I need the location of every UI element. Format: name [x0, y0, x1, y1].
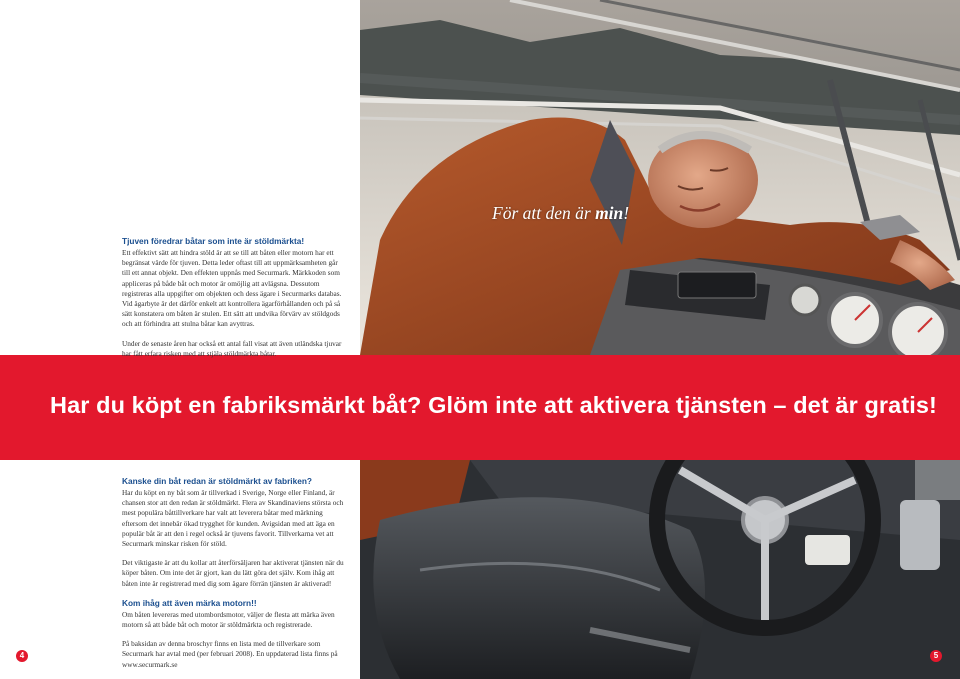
top-text-column: [122, 236, 347, 368]
factory-marked-heading: Kanske din båt redan är stöldmärkt av fabriken?: [122, 476, 312, 486]
page-number-right: 5: [930, 650, 942, 662]
photo-illustration-bottom: [360, 460, 960, 679]
engine-heading: Kom ihåg att även märka motorn!!: [122, 597, 257, 608]
banner-headline: Har du köpt en fabriksmärkt båt? Glöm inte att aktivera tjänsten – det är gratis!: [50, 392, 937, 418]
photo-man-on-boat: [360, 0, 960, 355]
bottom-paragraph: Om båten levereras med utombordsmotor, väljer de flesta att märka även motorn så att både båt och motor är stöldmärkta och registrerade.: [122, 609, 335, 630]
bottom-paragraph: På baksidan av denna broschyr finns en lista med de tillverkare som Securmark har avtal med (per februari 2008). En uppdaterad lista finns på www.securmark.se: [122, 639, 338, 669]
top-heading: Tjuven föredrar båtar som inte är stöldmärkta!: [122, 236, 305, 246]
bottom-text-column: [122, 476, 347, 679]
photo-steering-wheel: [360, 460, 960, 679]
page-number-left: 4: [16, 650, 28, 662]
top-paragraph: Under de senaste åren har också ett antal fall visat att även utländska tjuvar har fått erfara risken med att stjäla stöldmärkta båtar.: [122, 338, 342, 358]
bottom-paragraph: Det viktigaste är att du kollar att återförsäljaren har aktiverat tjänsten när du köper båten. Om inte det är gjort, kan du lätt göra det själv. Kom ihåg att båten inte är registrerad med dig som ägare förrän tjänsten är aktiverad!: [122, 558, 344, 588]
photo-illustration-top: [360, 0, 960, 355]
photo-tagline: För att den är min!: [492, 203, 630, 223]
top-paragraph: Ett effektivt sätt att hindra stöld är att se till att båten eller motorn har ett begränsat värde för tjuven. Detta leder oftast till att uppmärksamheten går till ett annat objekt. Den effekten uppnås med Securmark. Märkkoden som appliceras på både båt och motor är omöjlig att avlägsna. Dessutom registreras alla uppgifter om objekten och dess ägare i Securmarks databas. Vid ägarbyte är det därför enkelt att kontrollera ägarförhållanden och på så sätt konstatera om båten är stulen. Ett sätt att undvika förvärv av stöldgods och att förhindra att stulna båtar kan avyttras.: [122, 248, 342, 329]
bottom-paragraph: Har du köpt en ny båt som är tillverkad i Sverige, Norge eller Finland, är chansen stor att den redan är stöldmärkt. Flera av Skandinaviens största och mest populära båttillverkare har valt att leverera båtar med märkning eftersom det innebär ökad trygghet för kunden. Avigsidan med att äga en populär båt är att den i regel också är tjuvens favorit. Tillverkarna vet att Securmark minskar risken för stöld.: [122, 488, 344, 549]
